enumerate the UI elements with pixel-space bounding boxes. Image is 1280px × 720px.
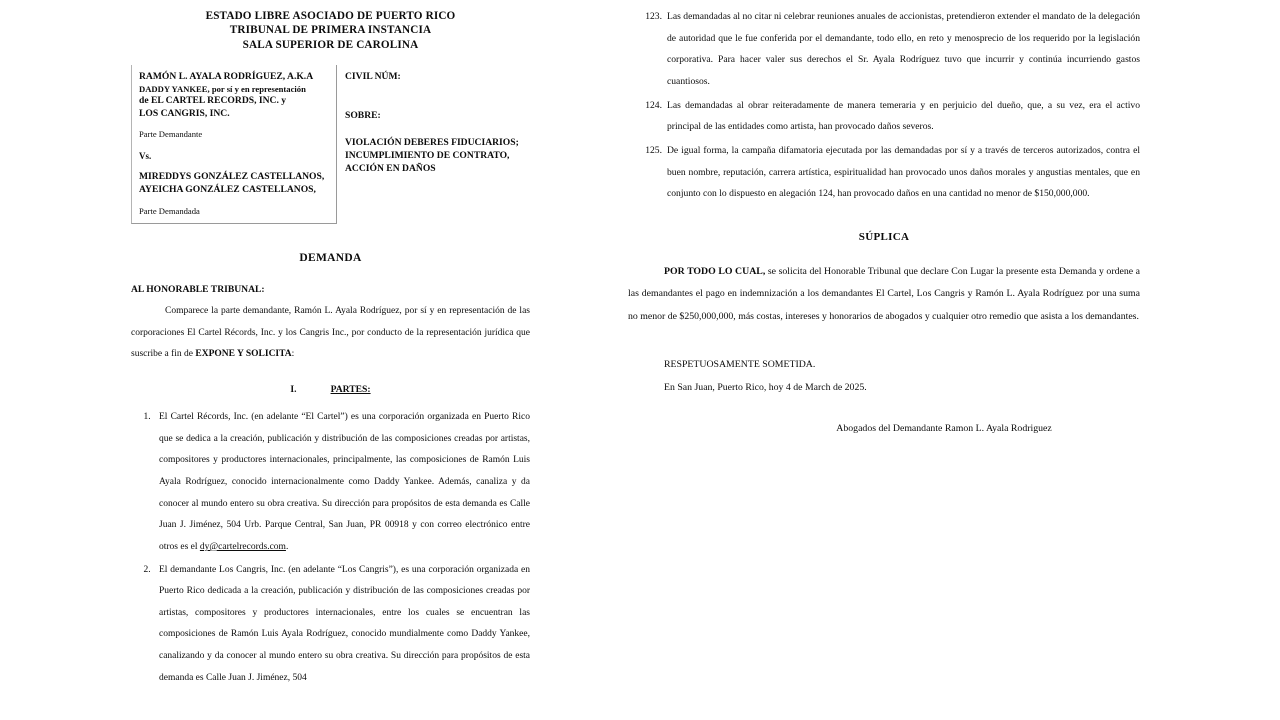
prayer-paragraph — [628, 261, 1140, 328]
party-1-post: . — [285, 541, 289, 552]
caption-case-info — [337, 65, 530, 224]
prayer-body: se solicita del Honorable Tribunal que declare Con Lugar la presente esta Demanda y ordene a las demandantes el pago en indemnización a los demandantes El Cartel, Los Cangris y Ramón L. Ayala Rodríguez por una suma no menor de $250,000,000, más costas, intereses y honorarios de abogados y cualquier otro remedio que asista a los demandantes. — [628, 266, 1141, 322]
allegation-number: 125. — [645, 145, 662, 157]
closing-line-2: En San Juan, Puerto Rico, hoy 4 de March de 2025. — [664, 381, 867, 393]
plaintiff-line-2: DADDY YANKEE, por sí y en representación — [139, 83, 306, 94]
caption-parties-box — [131, 65, 337, 224]
caption-spacer — [139, 161, 330, 171]
suplica-heading: SÚPLICA — [858, 231, 910, 244]
versus-label: Vs. — [139, 151, 152, 162]
left-page — [0, 0, 610, 720]
intro-post: : — [291, 349, 295, 360]
subject-text: VIOLACIÓN DEBERES FIDUCIARIOS; INCUMPLIMIENTO DE CONTRATO, ACCIÓN EN DAÑOS — [345, 136, 519, 174]
court-header-line-1: ESTADO LIBRE ASOCIADO DE PUERTO RICO — [205, 10, 456, 22]
defendant-line-1: MIREDDYS GONZÁLEZ CASTELLANOS, — [139, 171, 325, 183]
allegation-text: De igual forma, la campaña difamatoria ejecutada por las demandadas por sí y a través de terceros autorizados, contra el buen nombre, reputación, carrera artística, espiritualidad han provocado unos daños morales y angustias mentales, que en conjunto con lo dispuesto en alegación 124, han provocado daños en una cantidad no menor de $150,000,000. — [667, 145, 1140, 200]
list-item — [153, 407, 530, 559]
document-title: DEMANDA — [299, 251, 362, 264]
section-heading-partes — [131, 384, 530, 395]
right-page — [610, 0, 1280, 720]
intro-bold: EXPONE Y SOLICITA — [195, 349, 292, 360]
allegation-text: Las demandadas al no citar ni celebrar reuniones anuales de accionistas, pretendieron extender el mandato de la delegación de autoridad que le fue conferida por el demandante, todo ello, en reto y menosprecio de los requerido por la legislación corporativa. Para hacer valer sus derechos el Sr. Ayala Rodríguez tuvo que incurrir y continúa incurriendo gastos cuantiosos. — [667, 11, 1140, 88]
plaintiff-block — [139, 71, 330, 120]
plaintiff-line-1: RAMÓN L. AYALA RODRÍGUEZ, A.K.A — [139, 70, 314, 82]
party-1-email[interactable]: dy@cartelrecords.com — [199, 541, 286, 552]
defendant-block — [139, 171, 330, 196]
plaintiff-role-label: Parte Demandante — [139, 129, 203, 140]
civil-number-label: CIVIL NÚM: — [345, 70, 401, 82]
defendant-role-label: Parte Demandada — [139, 205, 200, 216]
prayer-lead-bold: POR TODO LO CUAL, — [664, 266, 766, 278]
court-header — [131, 9, 530, 52]
allegation-number: 124. — [645, 99, 662, 111]
allegation-number: 123. — [645, 11, 662, 22]
court-header-line-2: TRIBUNAL DE PRIMERA INSTANCIA — [229, 24, 432, 37]
party-1-text: El Cartel Récords, Inc. (en adelante “El Cartel”) es una corporación organizada en Puerto Rico que se dedica a la creación, publicación y distribución de las composiciones creadas por artistas, compositores y productores internacionales, principalmente, las composiciones de Ramón Luis Ayala Rodríguez, conocido internacionalmente como Daddy Yankee. Además, canaliza y da conocer al mundo entero su obra creativa. Su dirección para propósitos de esta demanda es Calle Juan J. Jiménez, 504 Urb. Parque Central, San Juan, PR 00918 y con correo electrónico entre otros es el — [159, 411, 530, 552]
allegation-123 — [628, 6, 1140, 93]
subject-label: SOBRE: — [345, 110, 381, 122]
allegation-124 — [628, 95, 1140, 138]
list-item — [153, 560, 530, 690]
plaintiff-line-4: LOS CANGRIS, INC. — [139, 107, 230, 119]
allegation-text: Las demandadas al obrar reiteradamente de manera temeraria y en perjuicio del dueño, que, a su vez, era el activo principal de las entidades como artista, han provocado daños severos. — [667, 99, 1140, 133]
section-label: PARTES: — [330, 383, 371, 395]
salutation: AL HONORABLE TRIBUNAL: — [131, 283, 265, 295]
plaintiff-line-3: de EL CARTEL RECORDS, INC. y — [139, 94, 287, 106]
signature-block: Abogados del Demandante Ramon L. Ayala Rodriguez — [836, 423, 1052, 435]
parties-list — [131, 407, 530, 690]
intro-pre: Comparece la parte demandante, Ramón L. Ayala Rodríguez, por sí y en representación de las corporaciones El Cartel Récords, Inc. y los Cangris Inc., por conducto de la representación jurídica que suscribe a fin de — [131, 305, 530, 360]
closing-line-1: RESPETUOSAMENTE SOMETIDA. — [664, 359, 816, 371]
intro-paragraph — [131, 301, 530, 366]
allegation-125 — [628, 140, 1140, 205]
court-header-line-3: SALA SUPERIOR DE CAROLINA — [242, 38, 419, 51]
defendant-line-2: AYEICHA GONZÁLEZ CASTELLANOS, — [139, 184, 316, 196]
section-numeral: I. — [290, 383, 297, 395]
case-caption — [131, 65, 530, 224]
party-2-text: El demandante Los Cangris, Inc. (en adelante “Los Cangris”), es una corporación organizada en Puerto Rico dedicada a la creación, publicación y distribución de las composiciones creadas por artistas, compositores y productores internacionales, entre los cuales se encuentran las composiciones de Ramón Luis Ayala Rodríguez, conocido mundialmente como Daddy Yankee, canalizando y da conocer al mundo entero su obra creativa. Su dirección para propósitos de esta demanda es Calle Juan J. Jiménez, 504 — [159, 564, 530, 683]
